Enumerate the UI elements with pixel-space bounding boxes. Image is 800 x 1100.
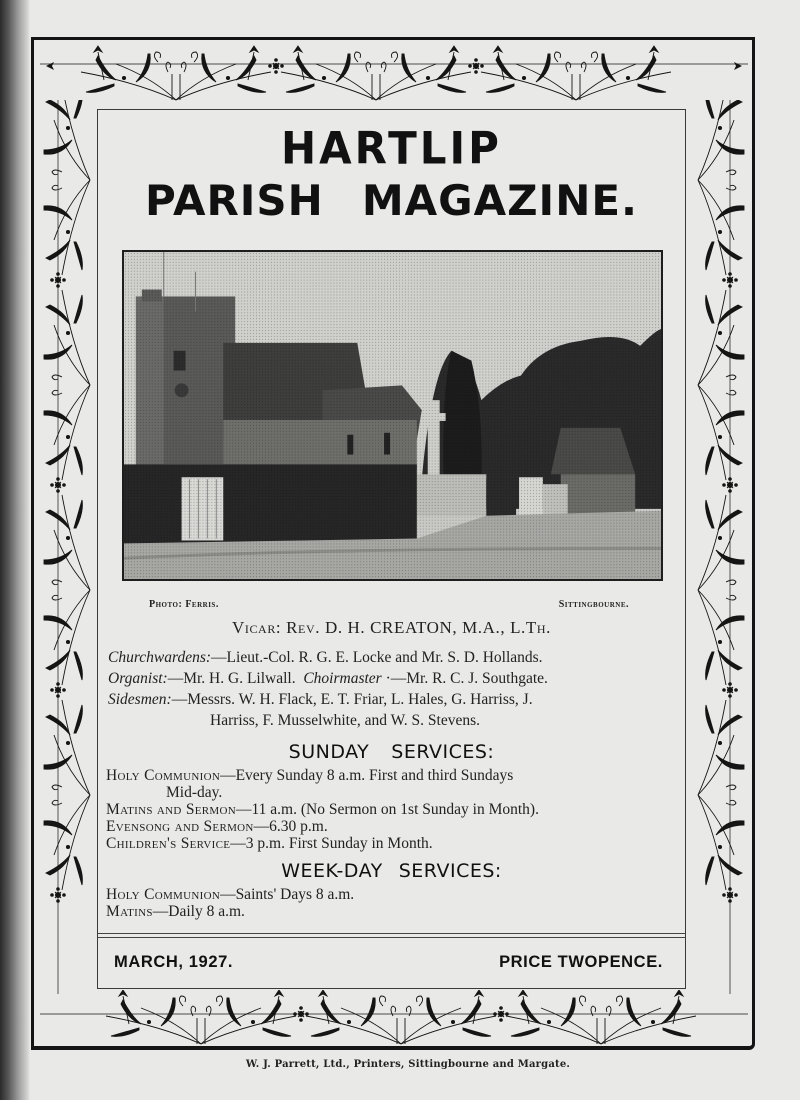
organist-row — [108, 668, 677, 689]
masthead-line-2 — [98, 176, 685, 225]
book-spine-shadow — [0, 0, 30, 1100]
weekday-heading-word-1: WEEK-DAY — [281, 860, 383, 882]
service-detail: —Saints' Days 8 a.m. — [220, 886, 355, 903]
service-item — [106, 818, 679, 835]
parish-officers — [108, 647, 677, 731]
service-name: Children's Service — [106, 835, 231, 852]
churchwardens-row — [108, 647, 677, 668]
floral-ornament-right — [688, 100, 752, 994]
left-floral-border — [36, 100, 96, 994]
churchwardens-value: —Lieut.-Col. R. G. E. Locke and Mr. S. D. Hollands. — [211, 649, 543, 666]
sunday-services-list — [106, 767, 679, 852]
sidesmen-label: Sidesmen: — [108, 691, 172, 708]
service-item — [106, 767, 679, 784]
choirmaster-value: ·—Mr. R. C. J. Southgate. — [385, 670, 548, 687]
service-item — [106, 835, 679, 852]
service-detail: —Every Sunday 8 a.m. First and third Sundays — [220, 767, 514, 784]
floral-ornament-top — [36, 42, 752, 106]
masthead-word-magazine: MAGAZINE. — [361, 176, 638, 225]
weekday-heading-word-2: SERVICES: — [398, 860, 502, 882]
organist-value: —Mr. H. G. Lilwall. — [167, 670, 296, 687]
sunday-heading-word-1: SUNDAY — [288, 741, 370, 763]
floral-ornament-bottom — [36, 990, 752, 1048]
service-name: Evensong and Sermon — [106, 818, 254, 835]
service-detail-continued: Mid-day. — [166, 784, 223, 801]
weekday-services-list — [106, 886, 679, 920]
sidesmen-row — [108, 689, 677, 710]
vicar-line: Vicar: Rev. D. H. CREATON, M.A., L.Th. — [231, 618, 552, 637]
service-name: Matins and Sermon — [106, 801, 236, 818]
churchwardens-label: Churchwardens: — [108, 649, 212, 666]
sidesmen-row-continued: Harriss, F. Musselwhite, and W. S. Stevens. — [210, 712, 481, 729]
top-floral-border — [36, 42, 752, 106]
sunday-heading-word-2: SERVICES: — [391, 741, 495, 763]
issue-date: MARCH, 1927. — [114, 953, 234, 971]
issue-price: PRICE TWOPENCE. — [499, 953, 663, 971]
sidesmen-value-line-1: —Messrs. W. H. Flack, E. T. Friar, L. Hales, G. Harriss, J. — [171, 691, 533, 708]
masthead-word-parish: PARISH — [145, 176, 324, 225]
service-name: Holy Communion — [106, 767, 221, 784]
service-detail: —11 a.m. (No Sermon on 1st Sunday in Month). — [235, 801, 539, 818]
weekday-services-heading — [98, 860, 685, 882]
choirmaster-label: Choirmaster — [303, 670, 382, 687]
church-photo-image — [124, 252, 661, 579]
service-detail: —6.30 p.m. — [253, 818, 328, 835]
photo-credit: Photo: Ferris. — [149, 599, 219, 610]
content-panel — [97, 109, 686, 989]
organist-label: Organist: — [108, 670, 168, 687]
service-name: Matins — [106, 903, 153, 920]
sunday-services-heading — [98, 741, 685, 763]
photo-location: Sittingbourne. — [558, 599, 629, 610]
double-rule-divider — [98, 933, 685, 938]
service-item — [106, 801, 679, 818]
service-detail: —3 p.m. First Sunday in Month. — [230, 835, 433, 852]
service-item — [106, 903, 679, 920]
printer-imprint: W. J. Parrett, Ltd., Printers, Sittingbourne and Margate. — [245, 1059, 571, 1070]
service-item — [106, 886, 679, 903]
floral-ornament-left — [36, 100, 96, 994]
service-name: Holy Communion — [106, 886, 221, 903]
service-detail: —Daily 8 a.m. — [152, 903, 245, 920]
masthead-line-1: HARTLIP — [281, 122, 502, 175]
church-photograph — [122, 250, 663, 581]
bottom-floral-border — [36, 990, 752, 1048]
right-floral-border — [688, 100, 752, 994]
